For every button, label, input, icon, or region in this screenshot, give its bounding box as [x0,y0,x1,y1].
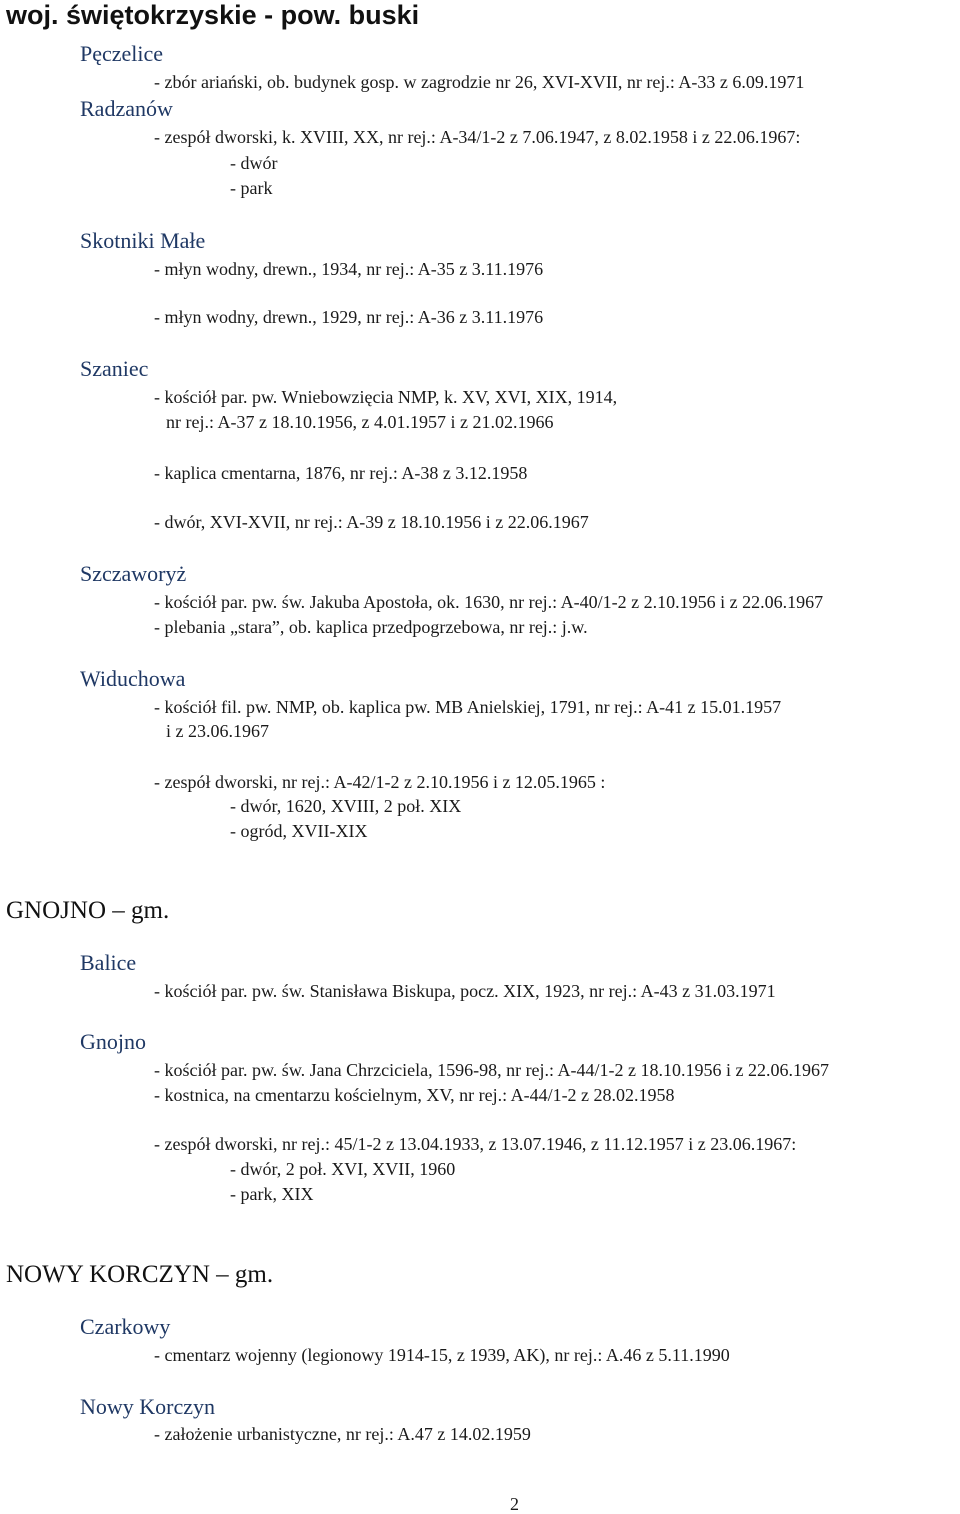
entry-subline: - dwór [230,153,278,173]
entry-continuation: i z 23.06.1967 [166,721,269,741]
place-name-czarkowy: Czarkowy [80,1314,171,1339]
entry-line: - dwór, XVI-XVII, nr rej.: A-39 z 18.10.1956 i z 22.06.1967 [154,512,589,532]
entry-subline: - park [230,178,273,198]
entry-line: - cmentarz wojenny (legionowy 1914-15, z 1939, AK), nr rej.: A.46 z 5.11.1990 [154,1345,730,1365]
entry-line: - zespół dworski, nr rej.: 45/1-2 z 13.04.1933, z 13.07.1946, z 11.12.1957 i z 23.06.1967: [154,1134,797,1154]
entry-continuation: nr rej.: A-37 z 18.10.1956, z 4.01.1957 i z 21.02.1966 [166,412,554,432]
place-name-nowy-korczyn: Nowy Korczyn [80,1394,216,1419]
gmina-heading-gnojno: GNOJNO – gm. [6,897,170,924]
page-header: woj. świętokrzyskie - pow. buski [6,0,420,30]
place-name-szczaworyz: Szczaworyż [80,561,187,586]
place-name-szaniec: Szaniec [80,356,149,381]
place-name-balice: Balice [80,950,137,975]
entry-line: - kościół par. pw. św. Jana Chrzciciela, 1596-98, nr rej.: A-44/1-2 z 18.10.1956 i z 22.06.1967 [154,1060,830,1080]
entry-subline: - dwór, 1620, XVIII, 2 poł. XIX [230,796,462,816]
entry-line: - kaplica cmentarna, 1876, nr rej.: A-38 z 3.12.1958 [154,463,528,483]
entry-subline: - park, XIX [230,1184,314,1204]
place-name-peczelice: Pęczelice [80,41,164,66]
gmina-heading-nowy-korczyn: NOWY KORCZYN – gm. [6,1261,274,1288]
entry-line: - plebania „stara”, ob. kaplica przedpogrzebowa, nr rej.: j.w. [154,617,588,637]
entry-line: - zespół dworski, k. XVIII, XX, nr rej.: A-34/1-2 z 7.06.1947, z 8.02.1958 i z 22.06.1967: [154,127,801,147]
entry-line: - kościół par. pw. św. Stanisława Biskupa, pocz. XIX, 1923, nr rej.: A-43 z 31.03.1971 [154,981,776,1001]
entry-line: - założenie urbanistyczne, nr rej.: A.47 z 14.02.1959 [154,1424,531,1444]
entry-line: - zespół dworski, nr rej.: A-42/1-2 z 2.10.1956 i z 12.05.1965 : [154,772,606,792]
place-name-gnojno: Gnojno [80,1029,146,1054]
entry-subline: - ogród, XVII-XIX [230,821,368,841]
place-name-widuchowa: Widuchowa [80,666,186,691]
place-name-skotniki-male: Skotniki Małe [80,228,206,253]
entry-line: - kościół par. pw. Wniebowzięcia NMP, k. XV, XVI, XIX, 1914, [154,387,618,407]
page-number: 2 [510,1494,519,1514]
entry-line: - kostnica, na cmentarzu kościelnym, XV, nr rej.: A-44/1-2 z 28.02.1958 [154,1085,675,1105]
entry-line: - kościół fil. pw. NMP, ob. kaplica pw. MB Anielskiej, 1791, nr rej.: A-41 z 15.01.1957 [154,697,782,717]
entry-subline: - dwór, 2 poł. XVI, XVII, 1960 [230,1159,456,1179]
entry-line: - kościół par. pw. św. Jakuba Apostoła, ok. 1630, nr rej.: A-40/1-2 z 2.10.1956 i z 22.06.1967 [154,592,824,612]
entry-line: - młyn wodny, drewn., 1929, nr rej.: A-36 z 3.11.1976 [154,307,544,327]
entry-line: - zbór ariański, ob. budynek gosp. w zagrodzie nr 26, XVI-XVII, nr rej.: A-33 z 6.09.1971 [154,72,805,92]
place-name-radzanow: Radzanów [80,96,173,121]
entry-line: - młyn wodny, drewn., 1934, nr rej.: A-35 z 3.11.1976 [154,259,544,279]
